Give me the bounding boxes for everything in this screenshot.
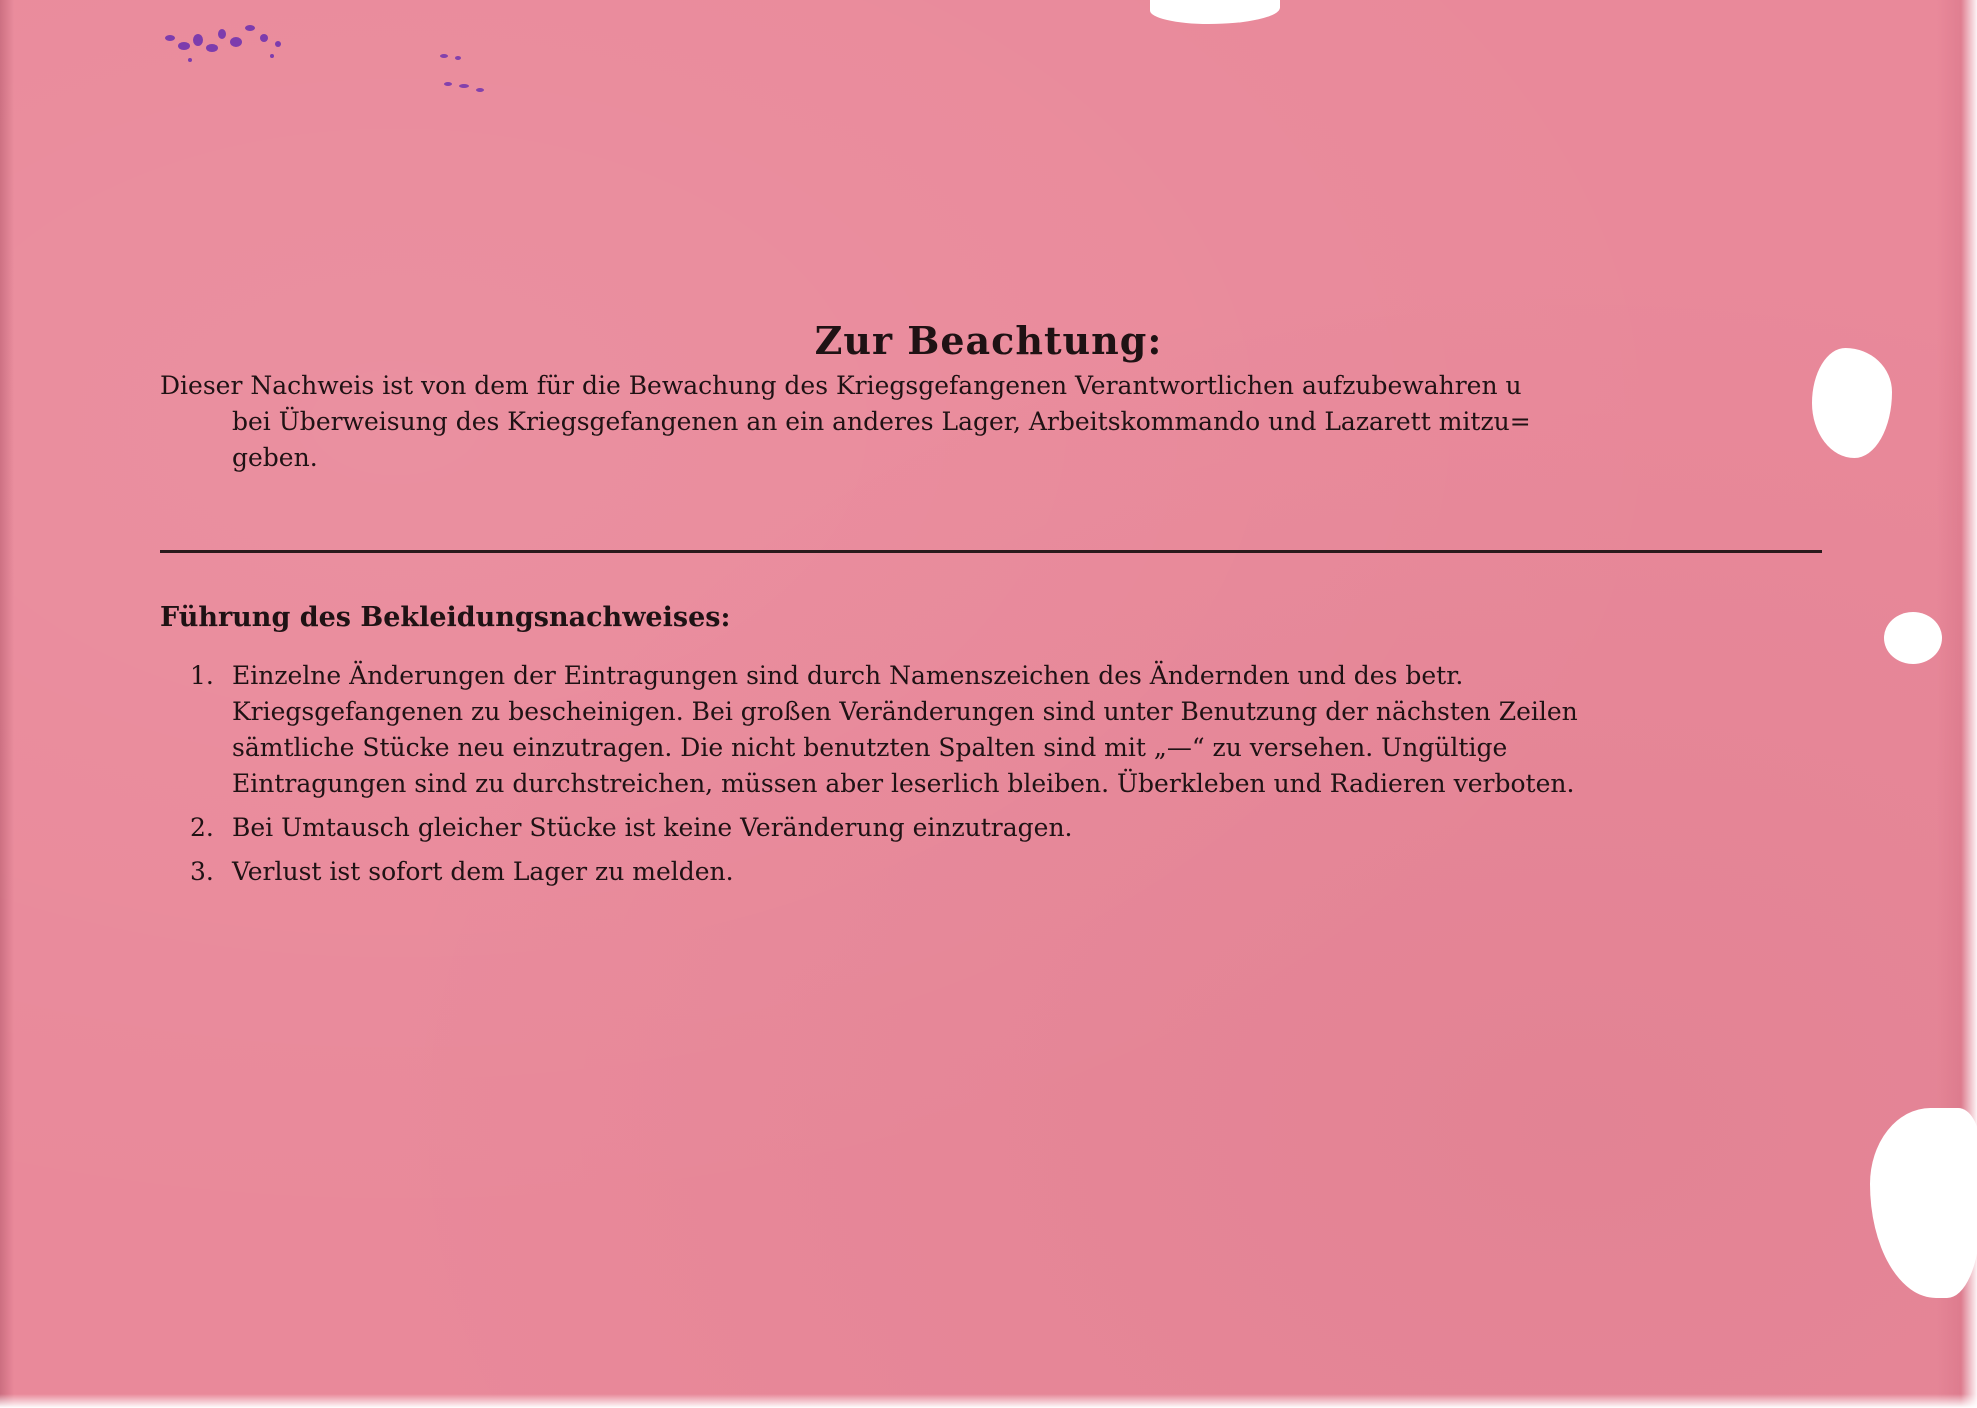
item-number: 2. bbox=[190, 813, 214, 842]
list-item bbox=[190, 854, 1830, 890]
item-line: Eintragungen sind zu durchstreichen, müssen aber leserlich bleiben. Überkleben und Radieren verboten. bbox=[232, 769, 1575, 798]
list-item bbox=[190, 810, 1830, 846]
item-line: Kriegsgefangenen zu bescheinigen. Bei großen Veränderungen sind unter Benutzung der nächsten Zeilen bbox=[232, 697, 1578, 726]
paper-tear-lower-right bbox=[1870, 1108, 1977, 1298]
notice-paragraph bbox=[160, 368, 1820, 476]
paper-tear-right bbox=[1812, 348, 1892, 458]
item-line: Verlust ist sofort dem Lager zu melden. bbox=[232, 857, 734, 886]
paper-tear-top bbox=[1150, 0, 1280, 24]
paper-edge-bottom bbox=[0, 1394, 1977, 1408]
list-item bbox=[190, 658, 1830, 802]
divider-rule bbox=[160, 550, 1822, 553]
notice-line: Dieser Nachweis ist von dem für die Bewachung des Kriegsgefangenen Verantwortlichen aufzubewahren u bbox=[160, 371, 1522, 400]
ink-stamp-mark bbox=[160, 18, 300, 68]
section-title: Führung des Bekleidungsnachweises: bbox=[160, 602, 731, 633]
item-number: 3. bbox=[190, 857, 214, 886]
paper-edge-left bbox=[0, 0, 14, 1408]
item-line: sämtliche Stücke neu einzutragen. Die nicht benutzten Spalten sind mit „—“ zu versehen. Ungültige bbox=[232, 733, 1508, 762]
instruction-list bbox=[190, 658, 1830, 898]
item-line: Einzelne Änderungen der Eintragungen sind durch Namenszeichen des Ändernden und des betr. bbox=[232, 661, 1464, 690]
notice-line: bei Überweisung des Kriegsgefangenen an ein anderes Lager, Arbeitskommando und Lazarett mitzu= bbox=[232, 407, 1531, 436]
item-number: 1. bbox=[190, 661, 214, 690]
notice-line: geben. bbox=[232, 443, 318, 472]
item-line: Bei Umtausch gleicher Stücke ist keine Veränderung einzutragen. bbox=[232, 813, 1073, 842]
notice-title: Zur Beachtung: bbox=[814, 318, 1163, 363]
ink-stamp-mark-2 bbox=[434, 50, 504, 100]
punch-hole bbox=[1884, 612, 1942, 664]
